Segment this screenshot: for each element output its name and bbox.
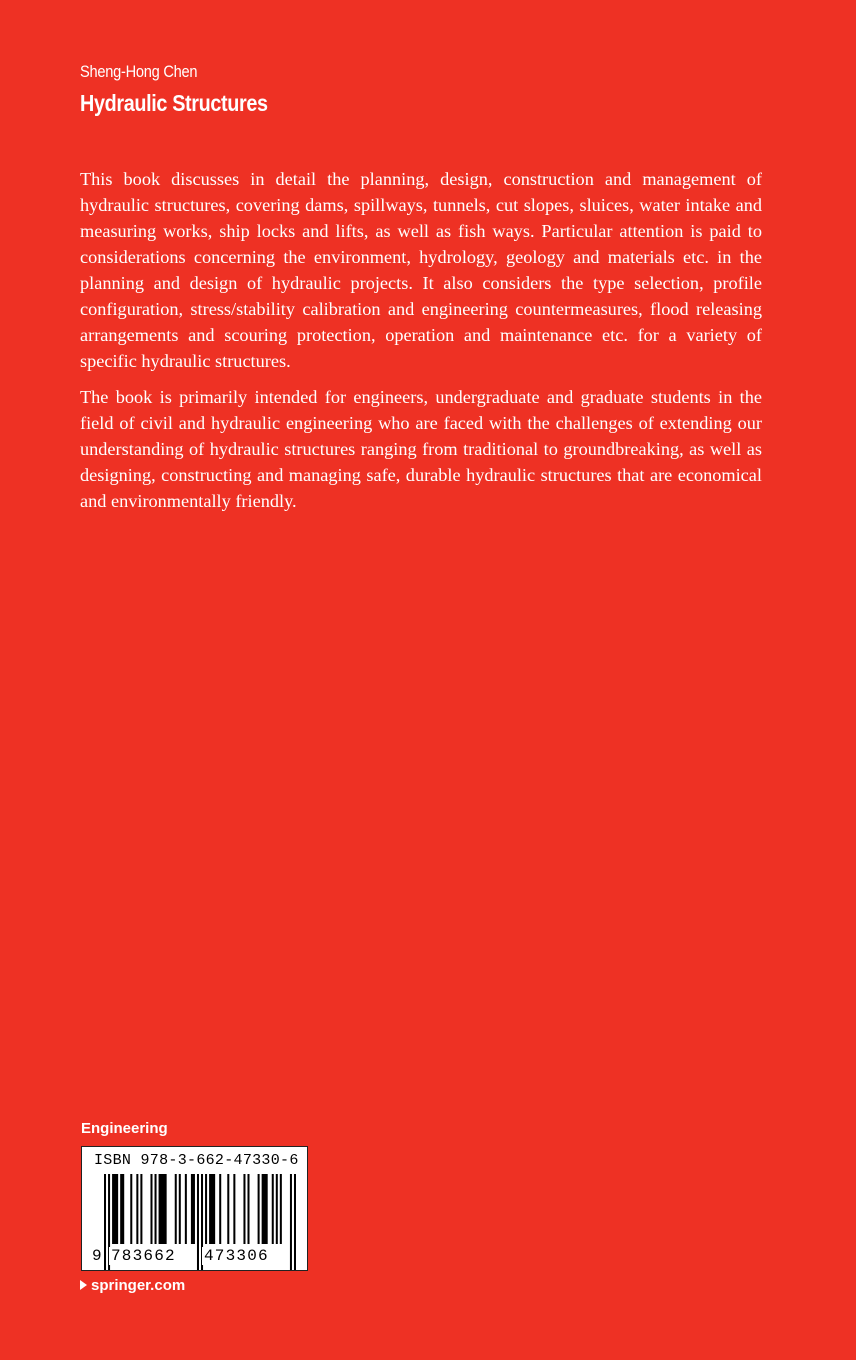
barcode-right-digits: 473306	[204, 1247, 269, 1265]
book-title: Hydraulic Structures	[80, 90, 268, 116]
book-description	[80, 166, 762, 524]
barcode-bar	[227, 1174, 229, 1244]
barcode-bar	[219, 1174, 221, 1244]
website-label: springer.com	[91, 1277, 186, 1294]
barcode-bar	[175, 1174, 177, 1244]
barcode-bar	[185, 1174, 187, 1244]
barcode-bar	[140, 1174, 142, 1244]
barcode-bar	[136, 1174, 138, 1244]
barcode-bar	[150, 1174, 152, 1244]
barcode-bar	[258, 1174, 260, 1244]
barcode-bar	[159, 1174, 167, 1244]
barcode-bar	[191, 1174, 195, 1244]
subject-category: Engineering	[81, 1120, 168, 1137]
triangle-right-icon	[80, 1280, 87, 1290]
barcode-bar	[155, 1174, 157, 1244]
barcode-bar	[179, 1174, 181, 1244]
barcode-bar	[243, 1174, 245, 1244]
barcode-bar	[233, 1174, 235, 1244]
barcode-bar	[112, 1174, 118, 1244]
barcode-bar	[276, 1174, 278, 1244]
author-name: Sheng-Hong Chen	[80, 62, 198, 81]
barcode-digits	[92, 1247, 302, 1269]
publisher-website[interactable]	[80, 1277, 185, 1294]
isbn-label: ISBN 978-3-662-47330-6	[94, 1152, 299, 1169]
barcode-bar	[130, 1174, 132, 1244]
barcode-bar	[247, 1174, 249, 1244]
barcode-bar	[262, 1174, 268, 1244]
isbn-barcode	[81, 1146, 308, 1271]
description-paragraph-2: The book is primarily intended for engineers, undergraduate and graduate students in the field of civil and hydraulic engineering who are faced with the challenges of extending our understanding of hydraulic structures ranging from traditional to groundbreaking, as well as designing, constructing and managing safe, durable hydraulic structures that are economical and environmentally friendly.	[80, 387, 762, 511]
barcode-bar	[120, 1174, 124, 1244]
barcode-bar	[272, 1174, 274, 1244]
barcode-bar	[205, 1174, 207, 1244]
barcode-lead-digit: 9	[92, 1247, 102, 1265]
barcode-bar	[280, 1174, 282, 1244]
barcode-bar	[209, 1174, 215, 1244]
barcode-left-digits: 783662	[111, 1247, 176, 1265]
description-paragraph-1: This book discusses in detail the planning, design, construction and management of hydraulic structures, covering dams, spillways, tunnels, cut slopes, sluices, water intake and measuring works, ship locks and lifts, as well as fish ways. Particular attention is paid to considerations concerning the environment, hydrology, geology and materials etc. in the planning and design of hydraulic projects. It also considers the type selection, profile configuration, stress/stability calibration and engineering countermeasures, flood releasing arrangements and scouring protection, operation and maintenance etc. for a variety of specific hydraulic structures.	[80, 169, 762, 371]
